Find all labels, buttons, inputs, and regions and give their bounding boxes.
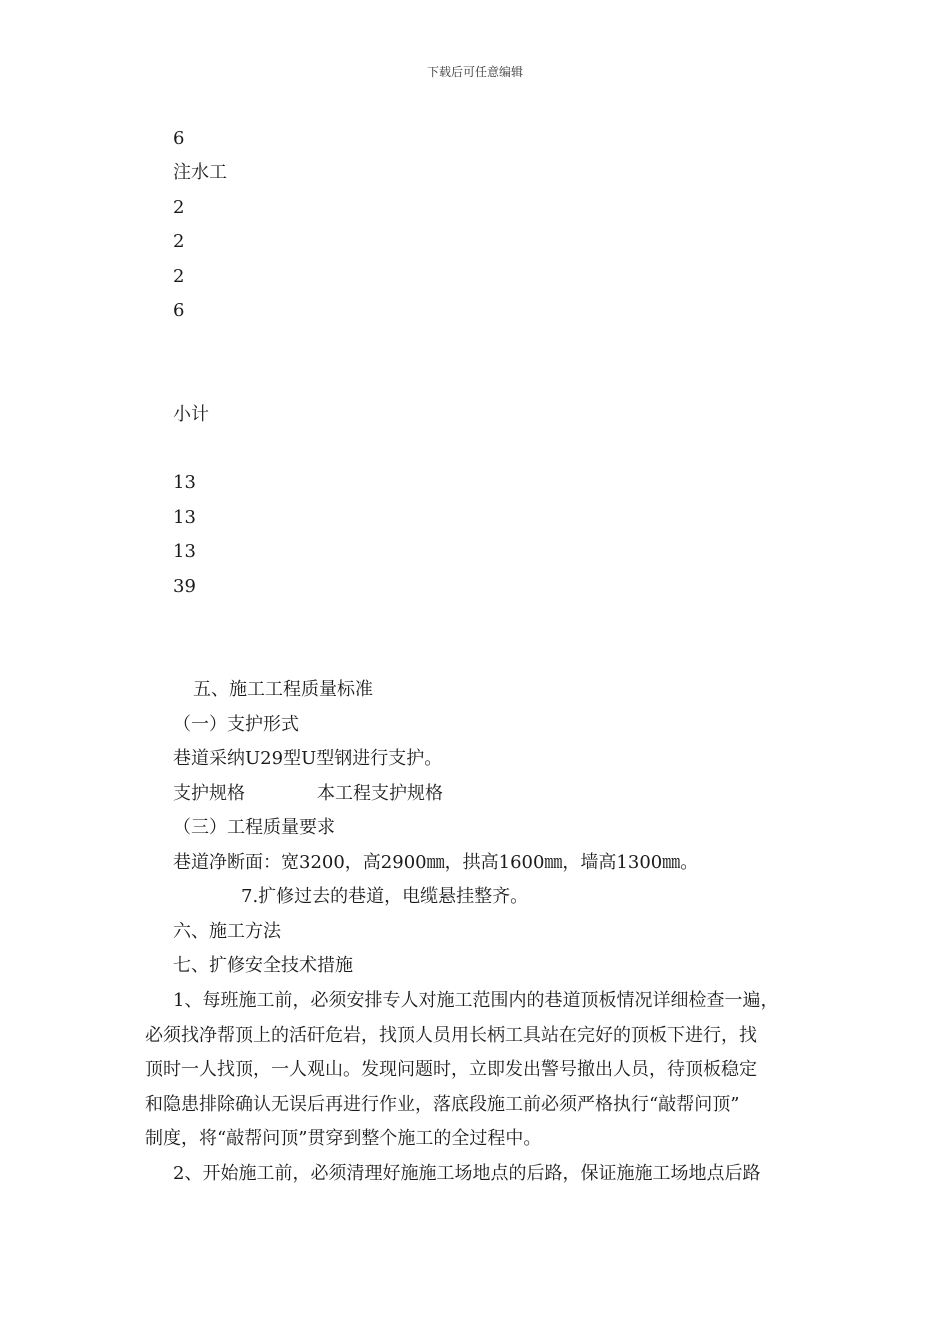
paragraph-line: 1、每班施工前，必须安排专人对施工范围内的巷道顶板情况详细检查一遍，	[173, 990, 779, 1011]
paragraph: 巷道净断面：宽3200，高2900㎜，拱高1600㎜，墙高1300㎜。	[173, 852, 699, 873]
section-heading: 六、施工方法	[173, 921, 281, 942]
subsection-heading: （一）支护形式	[173, 714, 299, 735]
spec-value: 本工程支护规格	[317, 783, 443, 804]
paragraph-line: 制度，将“敲帮问顶”贯穿到整个施工的全过程中。	[145, 1128, 542, 1149]
table-cell: 2	[173, 197, 185, 218]
paragraph-line: 和隐患排除确认无误后再进行作业，落底段施工前必须严格执行“敲帮问顶”	[145, 1094, 740, 1115]
table-cell: 13	[173, 472, 196, 493]
table-cell: 13	[173, 507, 196, 528]
table-cell: 13	[173, 541, 196, 562]
table-cell: 2	[173, 266, 185, 287]
table-cell: 注水工	[173, 162, 227, 183]
page-header: 下载后可任意编辑	[426, 65, 523, 79]
table-cell: 6	[173, 300, 185, 321]
table-cell: 6	[173, 128, 185, 149]
paragraph: 巷道采纳U29型U型钢进行支护。	[173, 748, 443, 769]
paragraph-line: 顶时一人找顶，一人观山。发现问题时，立即发出警号撤出人员，待顶板稳定	[145, 1059, 757, 1080]
paragraph-line: 必须找净帮顶上的活矸危岩，找顶人员用长柄工具站在完好的顶板下进行，找	[145, 1025, 757, 1046]
subsection-heading: （三）工程质量要求	[173, 817, 335, 838]
subtotal-label: 小计	[173, 404, 209, 425]
table-cell: 39	[173, 576, 196, 597]
section-heading: 五、施工工程质量标准	[193, 679, 373, 700]
list-item: 7.扩修过去的巷道，电缆悬挂整齐。	[241, 886, 529, 907]
section-heading: 七、扩修安全技术措施	[173, 955, 353, 976]
spec-label: 支护规格	[173, 783, 245, 804]
paragraph-line: 2、开始施工前，必须清理好施施工场地点的后路，保证施施工场地点后路	[173, 1163, 761, 1184]
table-cell: 2	[173, 231, 185, 252]
